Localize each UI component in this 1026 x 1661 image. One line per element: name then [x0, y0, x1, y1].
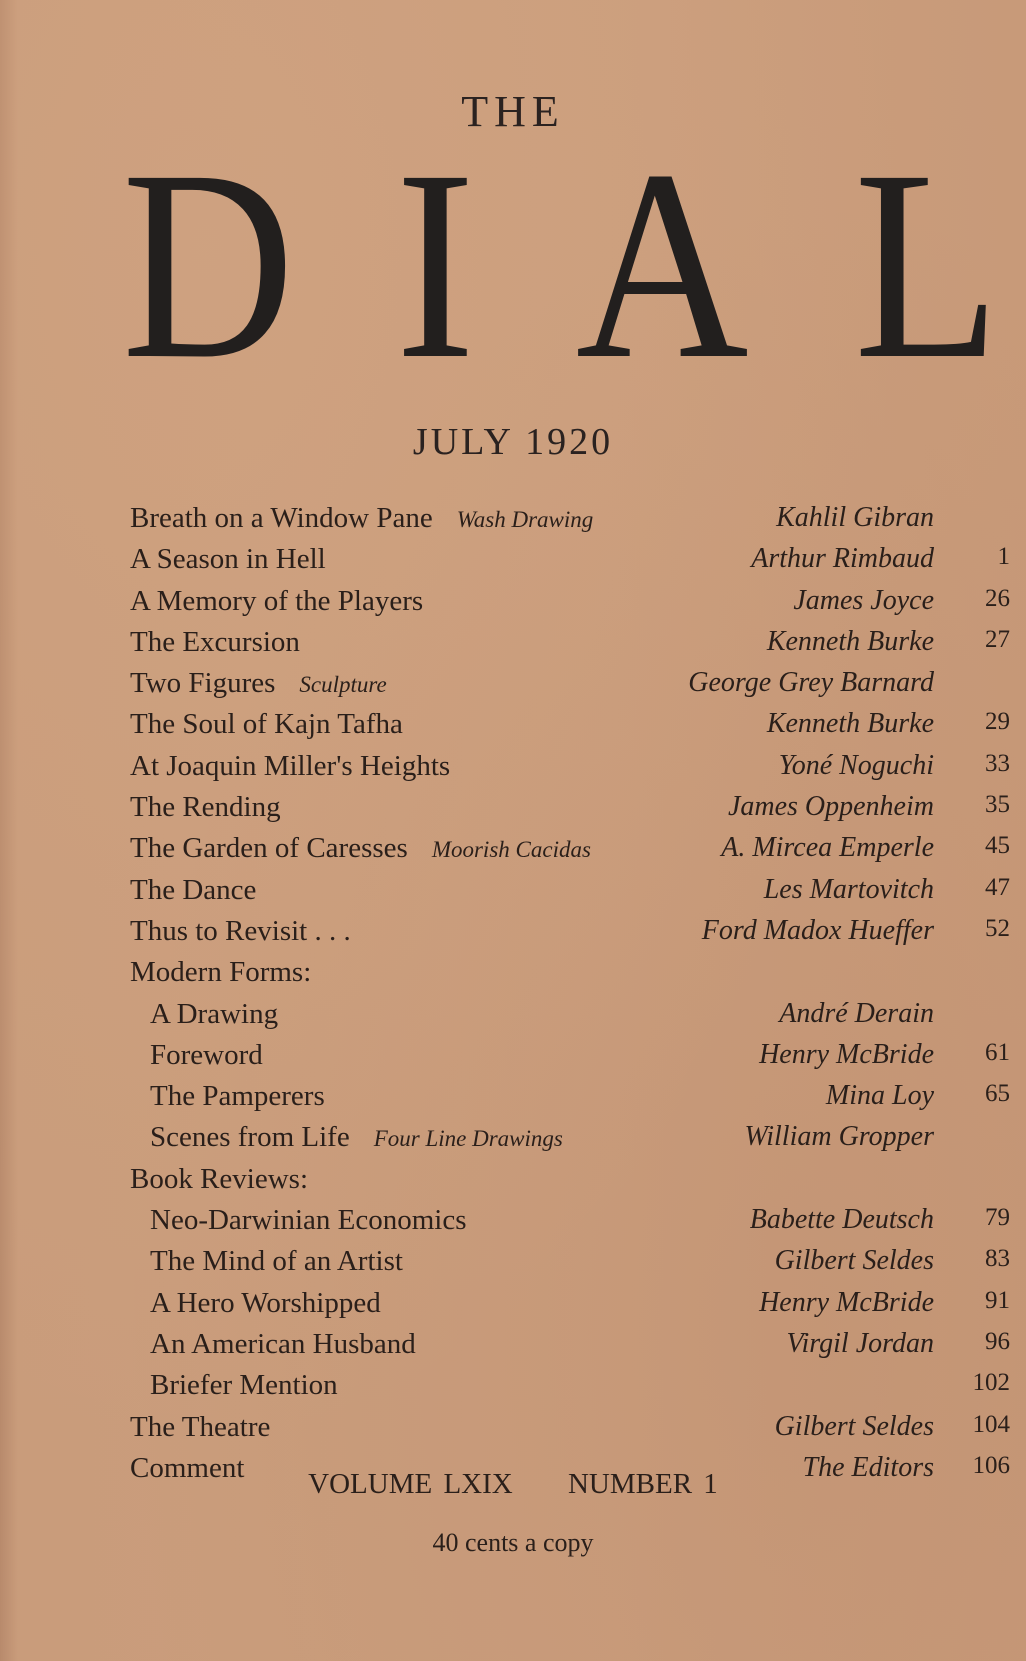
toc-title: Neo-Darwinian Economics: [150, 1204, 467, 1237]
toc-page: 106: [972, 1451, 1010, 1479]
toc-title: At Joaquin Miller's Heights: [130, 749, 451, 782]
toc-title: Briefer Mention: [150, 1369, 338, 1402]
toc-page: 102: [972, 1369, 1010, 1397]
toc-entry: [130, 502, 1010, 543]
toc-page: 27: [985, 625, 1010, 653]
toc-title: The Soul of Kajn Tafha: [130, 708, 403, 741]
toc-entry: [130, 1163, 1010, 1204]
toc-title: The Dance: [130, 873, 257, 906]
toc-author: Yoné Noguchi: [778, 749, 934, 781]
toc-author: Gilbert Seldes: [774, 1410, 934, 1442]
toc-entry: [130, 1411, 1010, 1452]
issue-number: NUMBER 1: [567, 1468, 718, 1500]
toc-entry: [130, 832, 1010, 873]
toc-author: Kahlil Gibran: [776, 502, 934, 533]
toc-entry: [130, 1039, 1010, 1080]
toc-author: William Gropper: [744, 1121, 934, 1153]
issue-date: JULY 1920: [412, 421, 614, 463]
toc-title: Breath on a Window Pane: [130, 502, 433, 534]
toc-author: Les Martovitch: [763, 873, 934, 905]
toc-page: 79: [985, 1204, 1010, 1232]
toc-entry: [130, 626, 1010, 667]
toc-title: A Drawing: [150, 997, 279, 1030]
toc-author: Arthur Rimbaud: [751, 543, 934, 575]
toc-note: Four Line Drawings: [373, 1126, 563, 1152]
toc-title: Foreword: [150, 1038, 263, 1071]
toc-page: 61: [985, 1038, 1010, 1066]
volume-number: VOLUME LXIX: [308, 1468, 513, 1500]
toc-entry: [130, 1121, 1010, 1162]
toc-title: Two Figures: [130, 667, 276, 700]
toc-author: A. Mircea Emperle: [721, 832, 934, 864]
toc-page: 26: [985, 584, 1010, 612]
toc-page: 29: [985, 708, 1010, 736]
price: 40 cents a copy: [432, 1528, 594, 1557]
toc-page: 35: [985, 791, 1010, 819]
toc-entry: [130, 791, 1010, 832]
toc-author: James Joyce: [793, 584, 934, 616]
volume-line: [0, 1468, 1026, 1501]
toc-note: Sculpture: [299, 672, 387, 698]
toc-entry: [130, 998, 1010, 1039]
masthead-letter: I: [395, 114, 476, 415]
toc-author: Virgil Jordan: [786, 1327, 934, 1359]
toc-page: 52: [985, 914, 1010, 942]
table-of-contents: [130, 502, 1010, 1493]
toc-note: Moorish Cacidas: [431, 837, 591, 863]
toc-entry: [130, 1287, 1010, 1328]
toc-author: James Oppenheim: [727, 791, 934, 823]
masthead-the: THE: [461, 87, 565, 136]
toc-author: Ford Madox Hueffer: [701, 914, 934, 946]
masthead-letter: D: [121, 114, 295, 415]
toc-entry: [130, 543, 1010, 584]
toc-author: Gilbert Seldes: [774, 1245, 934, 1277]
toc-page: 91: [985, 1286, 1010, 1314]
toc-title: Thus to Revisit . . .: [130, 914, 351, 947]
toc-entry: [130, 585, 1010, 626]
toc-entry: [130, 1369, 1010, 1410]
toc-entry: [130, 1080, 1010, 1121]
toc-author: André Derain: [779, 997, 934, 1029]
toc-title: A Season in Hell: [130, 543, 326, 576]
toc-page: 104: [972, 1410, 1010, 1438]
toc-title: A Memory of the Players: [130, 584, 424, 617]
toc-title: The Mind of an Artist: [150, 1245, 403, 1278]
masthead-title: [110, 114, 1010, 415]
toc-author: The Editors: [802, 1451, 934, 1483]
toc-author: Henry McBride: [759, 1286, 934, 1318]
toc-title: Comment: [130, 1451, 245, 1484]
toc-note: Wash Drawing: [456, 507, 594, 532]
toc-title: Modern Forms:: [130, 956, 312, 989]
toc-title: The Garden of Caresses: [130, 832, 408, 865]
toc-entry: [130, 915, 1010, 956]
toc-page: 96: [985, 1327, 1010, 1355]
toc-page: 83: [985, 1245, 1010, 1273]
toc-page: 33: [985, 749, 1010, 777]
toc-title: Book Reviews:: [130, 1162, 309, 1195]
toc-title: The Excursion: [130, 625, 300, 658]
toc-author: Mina Loy: [825, 1080, 934, 1112]
toc-title: The Rending: [130, 791, 281, 824]
toc-title: A Hero Worshipped: [150, 1286, 381, 1319]
toc-title: The Theatre: [130, 1410, 271, 1443]
toc-title: The Pamperers: [150, 1080, 325, 1113]
toc-author: George Grey Barnard: [688, 667, 934, 699]
toc-page: 45: [985, 832, 1010, 860]
toc-entry: [130, 956, 1010, 997]
toc-entry: [130, 1245, 1010, 1286]
toc-entry: [130, 874, 1010, 915]
toc-entry: [130, 1328, 1010, 1369]
toc-page: 1: [997, 543, 1010, 571]
toc-page: 47: [985, 873, 1010, 901]
toc-entry: [130, 1204, 1010, 1245]
toc-page: 65: [985, 1080, 1010, 1108]
toc-entry: [130, 708, 1010, 749]
toc-author: Babette Deutsch: [749, 1204, 934, 1236]
toc-entry: [130, 667, 1010, 708]
toc-entry: [130, 750, 1010, 791]
toc-author: Henry McBride: [759, 1038, 934, 1070]
toc-title: Scenes from Life: [150, 1121, 350, 1154]
masthead-letter: L: [853, 114, 1000, 415]
masthead-letter: A: [575, 114, 749, 415]
toc-title: An American Husband: [150, 1327, 416, 1360]
toc-author: Kenneth Burke: [766, 625, 934, 657]
toc-author: Kenneth Burke: [766, 708, 934, 740]
